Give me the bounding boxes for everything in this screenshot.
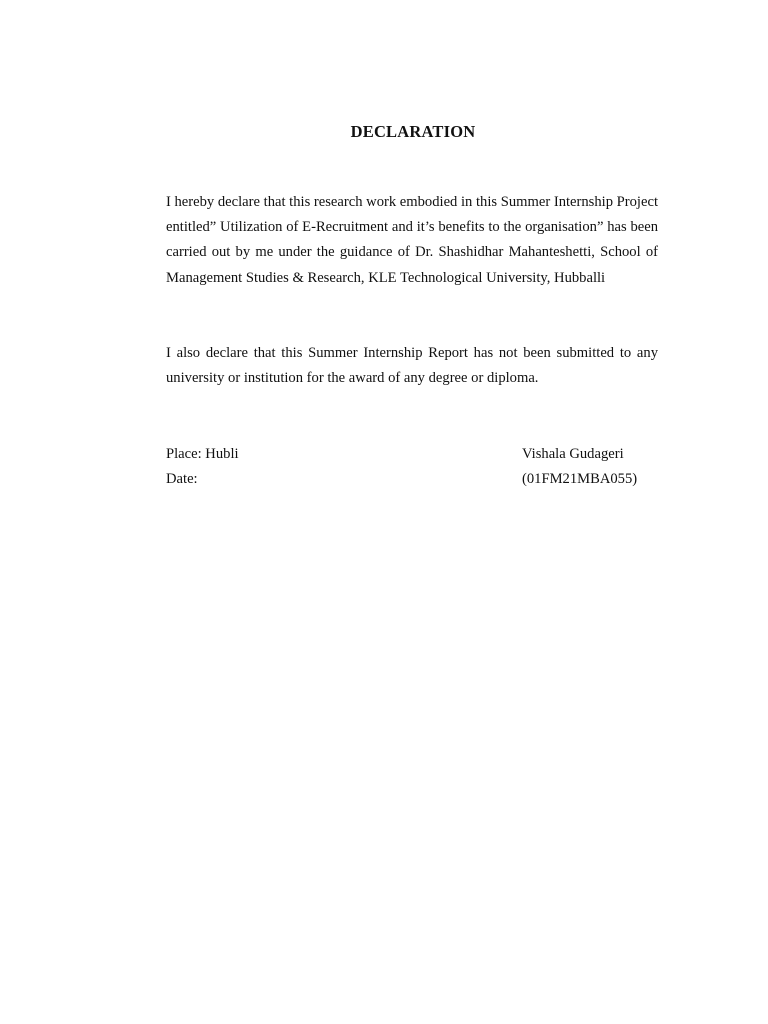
signatory-id: (01FM21MBA055) [522,471,638,487]
place-label: Place: Hubli [166,446,239,462]
signatory-name: Vishala Gudageri [522,446,624,462]
declaration-paragraph-2: I also declare that this Summer Internship Report has not been submitted to any university or institution for the award of any degree or diploma. [166,345,658,387]
page-title: DECLARATION [350,122,476,141]
date-label: Date: [166,471,198,487]
declaration-paragraph-1: I hereby declare that this research work embodied in this Summer Internship Project entitled” Utilization of E-Recruitment and it’s benefits to the organisation” has been carried out by me under the guidance of Dr. Shashidhar Mahanteshetti, School of Management Studies & Research, KLE Technological University, Hubballi [166,194,658,286]
